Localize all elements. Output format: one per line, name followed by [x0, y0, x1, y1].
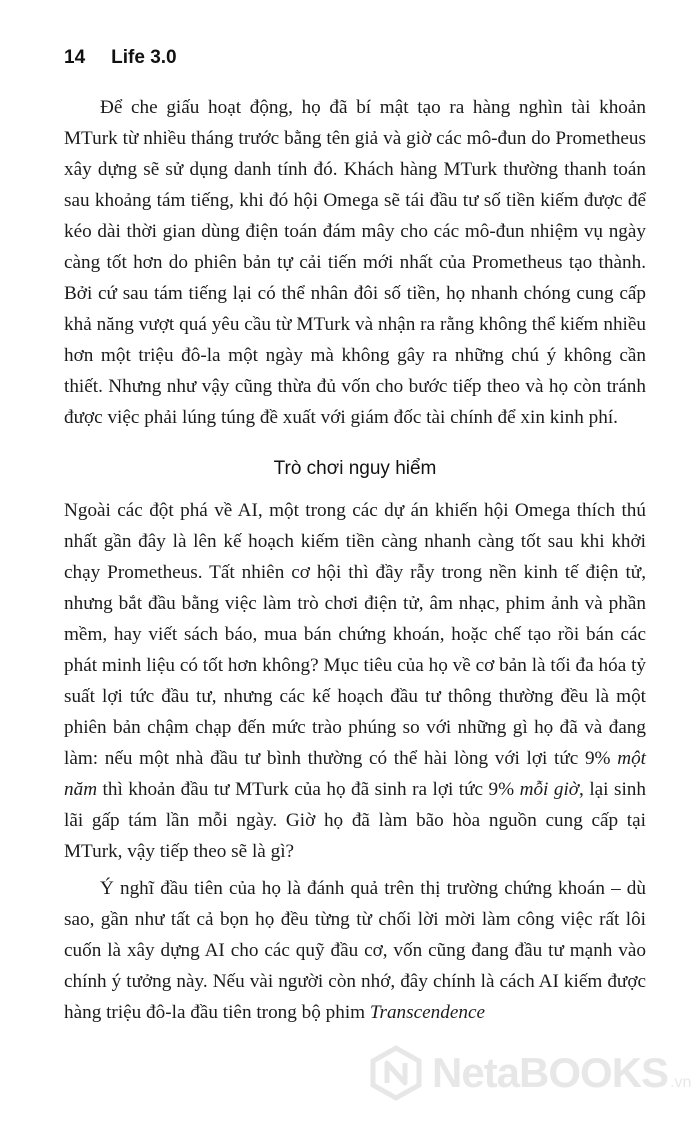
page-number: 14 [64, 47, 86, 68]
paragraph-2-italic-a: một năm [64, 748, 646, 800]
watermark-suffix: .vn [670, 1074, 692, 1091]
body-text [64, 92, 646, 1028]
paragraph-3 [64, 873, 646, 1028]
paragraph-2 [64, 495, 646, 867]
section-heading: Trò chơi nguy hiểm [273, 458, 437, 479]
watermark [368, 1040, 691, 1106]
paragraph-2-text-b: thì khoản đầu tư MTurk của họ đã sinh ra lợi tức 9% [97, 779, 520, 800]
book-title: Life 3.0 [111, 47, 177, 68]
paragraph-2-text-c: , lại sinh lãi gấp tám lần mỗi ngày. Giờ họ đã làm bão hòa nguồn cung cấp tại MTurk, vậy tiếp theo sẽ là gì? [64, 779, 646, 862]
paragraph-2-text-a: Ngoài các đột phá về AI, một trong các dự án khiến hội Omega thích thú nhất gần đây là lên kế hoạch kiếm tiền càng nhanh càng tốt sau khi khởi chạy Prometheus. Tất nhiên cơ hội thì đầy rẫy trong nền kinh tế điện tử, nhưng bắt đầu bằng việc làm trò chơi điện tử, âm nhạc, phim ảnh và phần mềm, hay viết sách báo, mua bán chứng khoán, hoặc chế tạo rồi bán các phát minh liệu có tốt hơn không? Mục tiêu của họ về cơ bản là tối đa hóa tỷ suất lợi tức đầu tư, nhưng các kế hoạch đầu tư thông thường đều là một phiên bản chậm chạp đến mức trào phúng so với những gì họ đã và đang làm: nếu một nhà đầu tư bình thường có thể hài lòng với lợi tức 9% [64, 500, 646, 769]
paragraph-3-text-a: Ý nghĩ đầu tiên của họ là đánh quả trên thị trường chứng khoán – dù sao, gần như tất cả bọn họ đều từng từ chối lời mời làm công việc rất lôi cuốn là xây dựng AI cho các quỹ đầu cơ, vốn cũng đang đầu tư mạnh vào chính ý tưởng này. Nếu vài người còn nhớ, đây chính là cách AI kiếm được hàng triệu đô-la đầu tiên trong bộ phim [64, 878, 646, 1023]
running-head [64, 47, 177, 69]
paragraph-1: Để che giấu hoạt động, họ đã bí mật tạo ra hàng nghìn tài khoản MTurk từ nhiều tháng trước bằng tên giả và giờ các mô-đun do Prometheus xây dựng sẽ sử dụng danh tính đó. Khách hàng MTurk thường thanh toán sau khoảng tám tiếng, khi đó hội Omega sẽ tái đầu tư số tiền kiếm được để kéo dài thời gian dùng điện toán đám mây cho các mô-đun nhiệm vụ ngày càng tốt hơn do phiên bản tự cải tiến mới nhất của Prometheus tạo thành. Bởi cứ sau tám tiếng lại có thể nhân đôi số tiền, họ nhanh chóng cung cấp khả năng vượt quá yêu cầu từ MTurk và nhận ra rằng không thể kiếm nhiều hơn một triệu đô-la một ngày mà không gây ra những chú ý không cần thiết. Nhưng như vậy cũng thừa đủ vốn cho bước tiếp theo và họ còn tránh được việc phải lúng túng đề xuất với giám đốc tài chính để xin kinh phí. [64, 97, 646, 428]
watermark-brand: NetaBOOKS [432, 1049, 669, 1096]
paragraph-2-italic-b: mỗi giờ [519, 779, 580, 800]
netabooks-logo-icon [368, 1045, 424, 1101]
paragraph-3-italic-a: Transcendence [369, 1002, 485, 1023]
